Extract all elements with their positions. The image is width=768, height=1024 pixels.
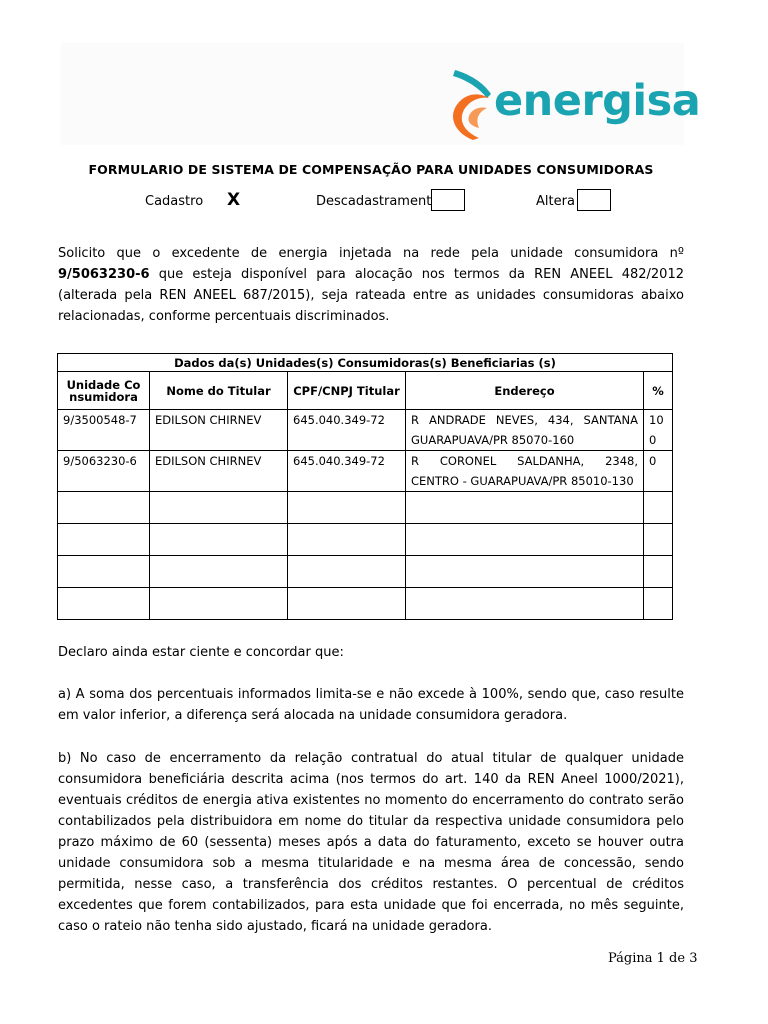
page-number: Página 1 de 3 — [608, 951, 698, 966]
option-descadastramento-label: Descadastrament — [316, 194, 432, 209]
column-header-name: Nome do Titular — [150, 372, 288, 410]
intro-paragraph: Solicito que o excedente de energia injetada na rede pela unidade consumidora nº 9/5063230-6 que esteja disponível para alocação nos termos da REN ANEEL 482/2012 (alterada pela REN ANEEL 687/2015), seja rateada entre as unidades consumidoras abaixo relacionadas, conforme percentuais discriminados. — [58, 246, 684, 324]
option-cadastro-mark[interactable]: X — [227, 190, 241, 210]
cell-name: EDILSON CHIRNEV — [150, 410, 288, 451]
cell-percent: 10 0 — [644, 410, 673, 451]
column-header-uc: Unidade Consumidora — [58, 372, 150, 410]
option-cadastro-label: Cadastro — [145, 194, 204, 209]
table-row-empty[interactable] — [58, 492, 673, 524]
table-row-empty[interactable] — [58, 524, 673, 556]
cell-percent: 0 — [644, 451, 673, 492]
cell-cpf: 645.040.349-72 — [288, 410, 406, 451]
table-caption: Dados da(s) Unidades(s) Consumidoras(s) Beneficiarias (s) — [58, 354, 673, 372]
declaration-item-b: b) No caso de encerramento da relação contratual do atual titular de qualquer unidade consumidora beneficiária descrita acima (nos termos do art. 140 da REN Aneel 1000/2021), eventuais créditos de energia ativa existentes no momento do encerramento do contrato serão contabilizados pela distribuidora em nome do titular da respectiva unidade consumidora pelo prazo máximo de 60 (sessenta) meses após a data do faturamento, exceto se houver outra unidade consumidora sob a mesma titularidade e na mesma área de concessão, sendo permitida, nesse caso, a transferência dos créditos restantes. O percentual de créditos excedentes que forem contabilizados, para esta unidade que foi encerrada, no mês seguinte, caso o rateio não tenha sido ajustado, ficará na unidade geradora. — [58, 751, 684, 934]
intro-uc-number: 9/5063230-6 — [58, 267, 150, 282]
table-row — [58, 410, 673, 451]
column-header-address: Endereço — [406, 372, 644, 410]
option-alteracao-label: Altera — [536, 194, 575, 209]
cell-uc: 9/3500548-7 — [58, 410, 150, 451]
cell-address: R ANDRADE NEVES, 434, SANTANA GUARAPUAVA/PR 85070-160 — [406, 410, 644, 451]
table-row-empty[interactable] — [58, 588, 673, 620]
table-row — [58, 451, 673, 492]
column-header-cpf: CPF/CNPJ Titular — [288, 372, 406, 410]
energisa-logo-text: energisa — [494, 76, 701, 126]
cell-cpf: 645.040.349-72 — [288, 451, 406, 492]
column-header-percent: % — [644, 372, 673, 410]
cell-uc: 9/5063230-6 — [58, 451, 150, 492]
cell-name: EDILSON CHIRNEV — [150, 451, 288, 492]
energisa-logo-icon — [449, 68, 497, 140]
beneficiaries-table — [57, 353, 673, 620]
form-title: FORMULARIO DE SISTEMA DE COMPENSAÇÃO PARA UNIDADES CONSUMIDORAS — [88, 162, 654, 177]
declaration-item-a: a) A soma dos percentuais informados limita-se e não excede à 100%, sendo que, caso resulte em valor inferior, a diferença será alocada na unidade consumidora geradora. — [58, 687, 684, 723]
option-descadastramento-checkbox[interactable] — [431, 189, 465, 211]
table-row-empty[interactable] — [58, 556, 673, 588]
declaration-intro: Declaro ainda estar ciente e concordar que: — [58, 645, 344, 660]
cell-address: R CORONEL SALDANHA, 2348, CENTRO - GUARAPUAVA/PR 85010-130 — [406, 451, 644, 492]
option-alteracao-checkbox[interactable] — [577, 189, 611, 211]
